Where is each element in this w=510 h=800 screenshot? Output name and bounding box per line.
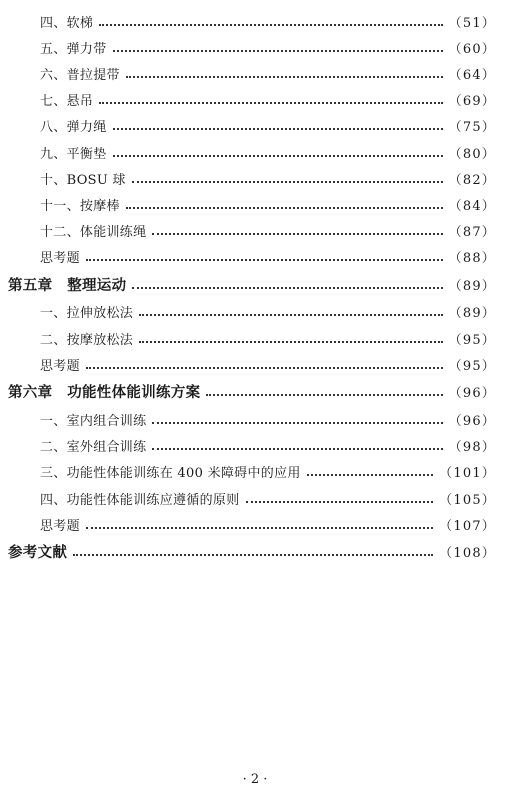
toc-entry-page: （60） — [448, 41, 496, 57]
toc-entry-page: （51） — [448, 15, 496, 31]
toc-entry-page: （89） — [448, 278, 496, 294]
toc-entry[interactable] — [0, 433, 510, 459]
dot-leader — [99, 101, 442, 104]
toc-entry-title: 六、普拉提带 — [40, 67, 120, 83]
dot-leader — [139, 313, 443, 316]
toc-entry-page: （69） — [448, 94, 496, 110]
toc-entry-title: 思考题 — [40, 251, 80, 267]
dot-leader — [86, 526, 433, 529]
toc-entry-page: （80） — [448, 146, 496, 162]
dot-leader — [132, 180, 443, 183]
dot-leader — [307, 473, 433, 476]
toc-entry[interactable] — [0, 511, 510, 537]
dot-leader — [206, 393, 442, 396]
toc-chapter-title: 第五章 整理运动 — [8, 277, 127, 294]
toc-entry-title: 一、室内组合训练 — [40, 414, 147, 430]
toc-entry-page: （64） — [448, 67, 496, 83]
dot-leader — [73, 553, 433, 556]
toc-entry-title: 四、软梯 — [40, 15, 94, 31]
dot-leader — [86, 366, 443, 369]
toc-entry-page: （105） — [439, 492, 496, 508]
dot-leader — [152, 447, 442, 450]
toc-entry-page: （95） — [448, 332, 496, 348]
toc-entry-page: （95） — [448, 358, 496, 374]
toc-entry-title: 十二、体能训练绳 — [40, 225, 147, 241]
dot-leader — [113, 49, 443, 52]
toc-entry-title: 思考题 — [40, 518, 80, 534]
toc-entry-title: 五、弹力带 — [40, 41, 107, 57]
toc-entry[interactable] — [0, 325, 510, 351]
toc-entry-page: （87） — [448, 225, 496, 241]
dot-leader — [152, 232, 442, 235]
toc-entry-page: （107） — [439, 518, 496, 534]
toc-entry[interactable] — [0, 113, 510, 139]
toc-entry[interactable] — [0, 299, 510, 325]
toc-entry[interactable] — [0, 406, 510, 432]
toc-entry-title: 四、功能性体能训练应遵循的原则 — [40, 492, 240, 508]
toc-entry-page: （108） — [439, 546, 496, 562]
toc-entry-page: （84） — [448, 198, 496, 214]
toc-entry[interactable] — [0, 87, 510, 113]
toc-chapter[interactable] — [0, 537, 510, 566]
dot-leader — [99, 23, 442, 26]
dot-leader — [132, 286, 442, 289]
toc-entry-title: 二、按摩放松法 — [40, 332, 134, 348]
toc-entry[interactable] — [0, 165, 510, 191]
toc-entry[interactable] — [0, 218, 510, 244]
dot-leader — [126, 75, 443, 78]
toc-entry[interactable] — [0, 459, 510, 485]
toc-entry-page: （101） — [439, 466, 496, 482]
toc-entry-page: （96） — [448, 414, 496, 430]
toc-entry[interactable] — [0, 139, 510, 165]
toc-chapter-title: 第六章 功能性体能训练方案 — [8, 385, 201, 402]
toc-entry-title: 七、悬吊 — [40, 94, 94, 110]
dot-leader — [86, 258, 443, 261]
toc-entry-page: （98） — [448, 440, 496, 456]
toc-entry[interactable] — [0, 60, 510, 86]
toc-entry-title: 十、BOSU 球 — [40, 172, 126, 188]
toc-chapter[interactable] — [0, 270, 510, 299]
toc-entry[interactable] — [0, 244, 510, 270]
toc-entry-page: （88） — [448, 251, 496, 267]
dot-leader — [113, 154, 443, 157]
dot-leader — [152, 421, 442, 424]
dot-leader — [113, 127, 443, 130]
dot-leader — [139, 340, 443, 343]
dot-leader — [126, 206, 443, 209]
toc-entry-title: 三、功能性体能训练在 400 米障碍中的应用 — [40, 466, 301, 482]
toc-entry-title: 十一、按摩棒 — [40, 198, 120, 214]
toc-entry-page: （82） — [448, 172, 496, 188]
toc-chapter-title: 参考文献 — [8, 545, 68, 562]
toc-chapter[interactable] — [0, 377, 510, 406]
toc-entry-page: （96） — [448, 386, 496, 402]
toc-entry-title: 思考题 — [40, 358, 80, 374]
toc-entry-title: 二、室外组合训练 — [40, 440, 147, 456]
toc-entry[interactable] — [0, 34, 510, 60]
page-number: · 2 · — [242, 772, 268, 787]
toc-entry-page: （75） — [448, 120, 496, 136]
toc-entry-title: 一、拉伸放松法 — [40, 306, 134, 322]
toc-entry[interactable] — [0, 351, 510, 377]
toc-entry-title: 九、平衡垫 — [40, 146, 107, 162]
dot-leader — [246, 500, 434, 503]
toc-entry[interactable] — [0, 191, 510, 217]
toc-entry[interactable] — [0, 8, 510, 34]
table-of-contents — [0, 8, 510, 566]
toc-entry[interactable] — [0, 485, 510, 511]
toc-entry-page: （89） — [448, 306, 496, 322]
toc-entry-title: 八、弹力绳 — [40, 120, 107, 136]
